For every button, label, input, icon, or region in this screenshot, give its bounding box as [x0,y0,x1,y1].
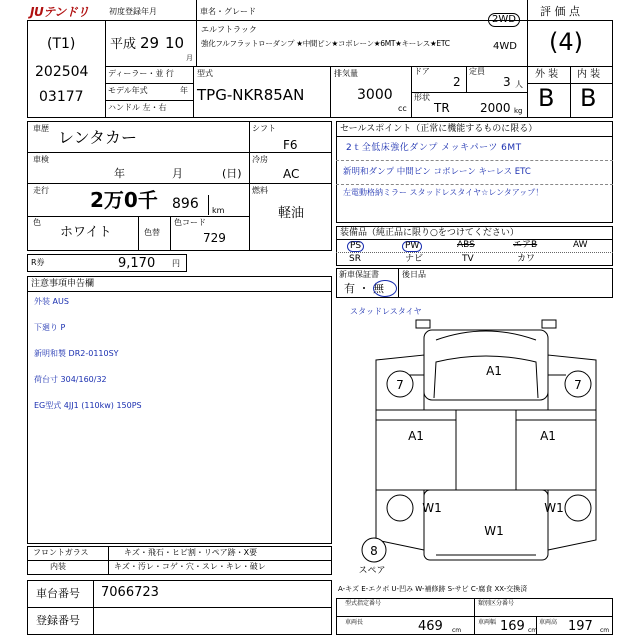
warranty-circle-mark [373,280,397,297]
displacement-unit: cc [398,104,407,113]
model-type-label: 型式 [197,69,213,78]
body-shape: TR [434,101,450,115]
door-label: ドア [414,67,430,76]
auction-date: 202504 [35,64,89,80]
inspection-label: 車検 [33,155,49,164]
recycle-unit: 円 [172,259,180,268]
grade-label: 評 価 点 [540,5,580,18]
equip-leather: カワ [517,254,536,264]
equipment-title: 装備品（純正品に限り○をつけてください） [340,228,519,238]
capacity-unit: 人 [515,80,523,89]
recycle-frame [27,254,187,272]
spare-label: スペア [358,566,386,576]
car-name: エルフトラック [201,25,257,34]
equip-aw: AW [573,240,588,250]
usage-history: レンタカー [58,128,137,147]
equip-sr: SR [349,254,361,264]
lot-number: 03177 [39,89,84,105]
mileage-value: 896 [172,196,199,212]
model-designation-label: 型式指定番号 [345,600,382,607]
recycle-label: R券 [31,258,45,267]
mileage-label: 走行 [33,186,49,195]
car-name-label: 車名・グレード [200,7,256,16]
interior-options: キズ・汚レ・コゲ・穴・スレ・キレ・破レ [114,562,266,571]
recycle-fee: 9,170 [118,256,156,271]
sales-point-line: 2ｔ全低床強化ダンプ メッキパーツ 6MT [346,143,522,153]
notes-title: 注意事項申告欄 [31,279,95,289]
interior-label: 内装 [50,562,66,571]
model-type: TPG-NKR85AN [197,86,305,104]
drive-2wd: 2WD [488,13,520,27]
note-line: 新明和製 DR2-0110SY [34,349,119,358]
registration-era: 平成 [110,37,137,52]
equip-ps: PS [347,241,364,252]
exterior-grade: B [538,84,555,112]
capacity-label: 定員 [469,67,485,76]
usage-label: 車歴 [33,124,49,133]
later-item-label: 後日品 [402,270,426,279]
color-code-label: 色コード [174,218,206,227]
damage-mark: 8 [370,544,378,558]
registration-month: 10 [165,34,185,52]
registration-year: 29 [140,34,160,52]
damage-mark: A1 [486,364,502,378]
model-year-label: モデル年式 [108,86,148,95]
height-unit: cm [600,627,610,634]
damage-mark: 7 [574,378,582,392]
displacement: 3000 [357,87,393,103]
notes-frame [27,276,332,544]
height-label: 車両高 [539,619,558,626]
handle-label: ハンドル 左・右 [108,103,167,112]
interior-grade: B [580,84,597,112]
registration-number-label: 登録番号 [36,614,80,627]
mileage-handwritten: 2万0千 [90,188,158,212]
first-registration-label: 初度登録年月 [109,7,157,16]
damage-mark: 7 [396,378,404,392]
sales-point-line: 新明和ダンプ 中間ピン コボレーン キーレス ETC [343,167,531,177]
car-grade: 強化フルフラットローダンプ ★中間ピン★コボレーン★6MT★キーレス★ETC [201,39,450,48]
warranty-value: 有 ・ 無 [344,282,384,295]
mileage-unit: km [212,206,225,215]
width-label: 車両幅 [478,619,497,626]
width-unit: cm [528,627,538,634]
equip-tv: TV [462,254,474,264]
damage-mark: W1 [544,501,564,515]
color-change-label: 色替 [144,228,160,237]
inspection-day: (日) [222,167,242,180]
fuel-type: 軽油 [278,206,305,221]
inspection-month: 月 [172,167,183,180]
vehicle-height: 197 [568,619,593,634]
ac-value: AC [283,167,300,181]
truck-condition-diagram [336,300,613,582]
load-unit: kg [514,107,523,115]
chassis-number: 7066723 [101,585,159,600]
damage-mark: W1 [422,501,442,515]
registration-month-unit: 月 [186,54,193,62]
note-line: EG型式 4JJ1 (110kw) 150PS [34,401,142,410]
front-glass-label: フロントガラス [33,548,89,557]
ac-label: 冷房 [252,155,268,164]
vehicle-length: 469 [418,619,443,634]
vehicle-width: 169 [500,619,525,634]
drive-4wd: 4WD [493,41,517,52]
equip-airbag: エアB [513,240,538,250]
displacement-label: 排気量 [334,69,358,78]
exterior-grade-label: 外 装 [535,69,559,80]
color-label: 色 [33,218,41,227]
warranty-label: 新車保証書 [339,270,379,279]
note-line: 外装 AUS [34,297,69,306]
damage-mark: A1 [408,429,424,443]
note-line: 荷台寸 304/160/32 [34,375,107,384]
damage-mark: A1 [540,429,556,443]
length-unit: cm [452,627,462,634]
color-code: 729 [203,231,226,245]
interior-grade-label: 内 装 [577,69,601,80]
lot-slot: (T1) [47,36,76,52]
equip-navi: ナビ [405,254,424,264]
damage-mark: W1 [484,524,504,538]
note-line: 下廻り P [34,323,66,332]
equip-pw: PW [402,241,422,252]
load-capacity: 2000 [480,101,511,115]
model-year-unit: 年 [180,86,188,95]
shape-label: 形状 [414,93,430,102]
sales-points-title: セールスポイント（正常に機能するものに限る） [340,124,538,134]
length-label: 車両長 [345,619,364,626]
equip-abs: ABS [457,240,475,250]
shift-label: シフト [252,124,276,133]
dealer-label: ディーラー・並 行 [108,69,174,78]
front-glass-options: キズ・飛石・ヒビ割・リペア跡・X要 [124,548,258,557]
inspection-year: 年 [114,167,125,180]
auction-logo: JUテンドリ [30,5,89,19]
class-number-label: 類別区分番号 [478,600,515,607]
chassis-label: 車台番号 [36,587,80,600]
capacity: 3 [503,75,511,89]
overall-grade: (4) [549,28,583,56]
sales-point-line: 左電動格納ミラー スタッドレスタイヤ☆レンタアップ！ [343,188,544,197]
fuel-label: 燃料 [252,186,268,195]
diagram-caption: スタッドレスタイヤ [350,307,422,316]
body-color: ホワイト [60,225,112,240]
damage-legend: A-キズ E-エクボ U-凹み W-補修跡 S-サビ C-腐食 XX-交換済 [338,585,528,593]
door-count: 2 [453,75,461,89]
shift-type: F6 [283,138,298,152]
